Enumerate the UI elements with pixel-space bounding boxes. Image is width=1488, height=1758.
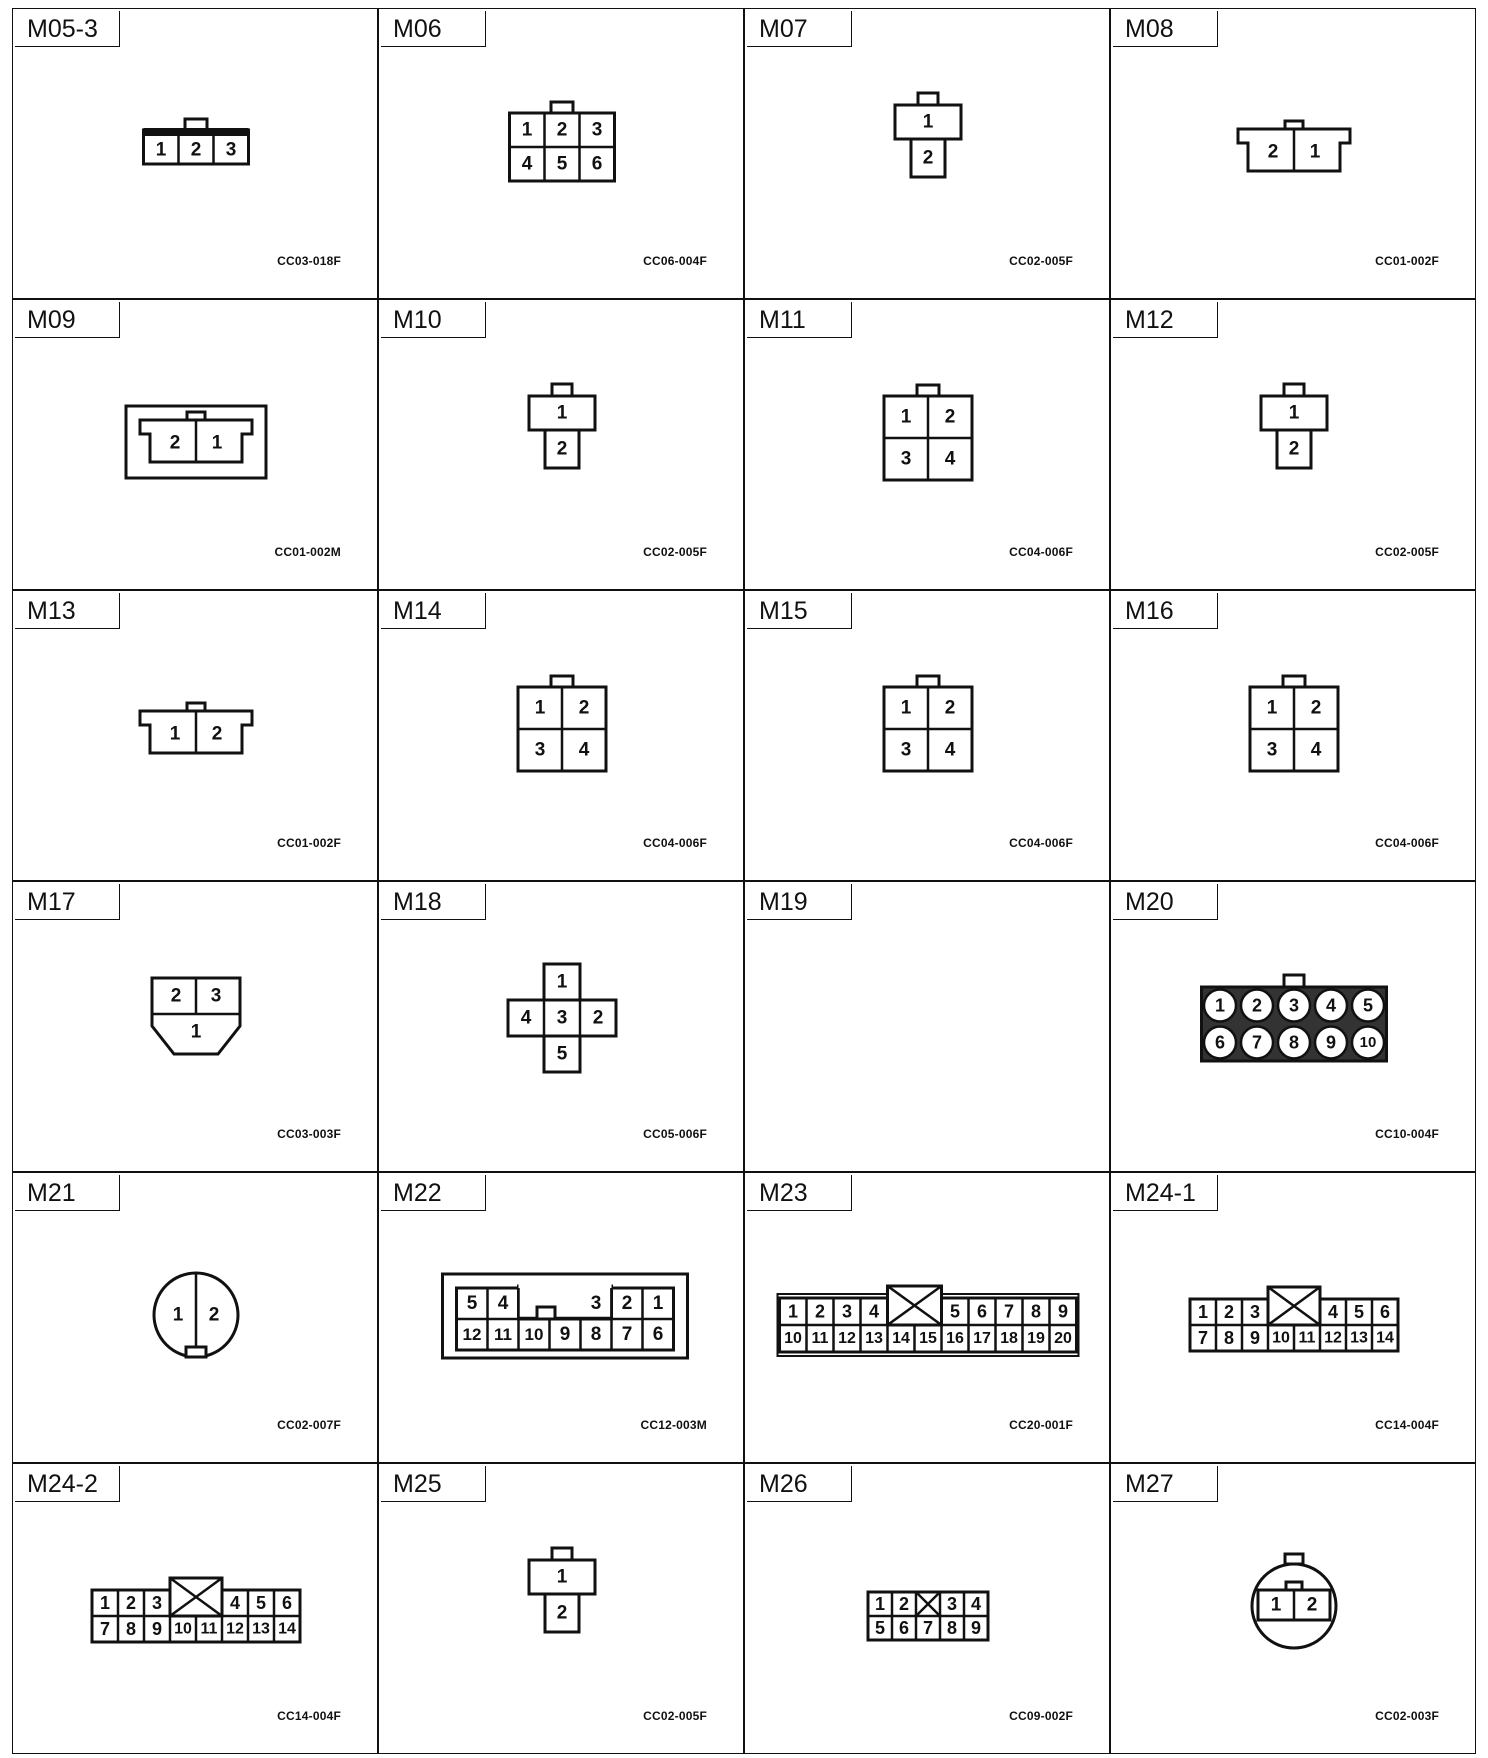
connector-cell (744, 1463, 1110, 1754)
pin-number: 3 (151, 1593, 163, 1613)
connector-code: CC09-002F (1009, 1709, 1073, 1723)
connector-label: M18 (381, 884, 486, 920)
pin-number: 2 (944, 406, 956, 428)
connector-label: M15 (747, 593, 852, 629)
pin-number: 9 (970, 1618, 982, 1638)
pin-number: 3 (900, 448, 912, 470)
latch-tab (187, 412, 205, 420)
pin-number: 9 (1249, 1328, 1261, 1348)
pin-number: 3 (841, 1301, 853, 1322)
pin-number: 2 (898, 1594, 910, 1614)
pin-number: 13 (865, 1330, 883, 1347)
connector-code: CC04-006F (1009, 545, 1073, 559)
connector-diagram (379, 591, 744, 881)
pin-number: 5 (255, 1593, 267, 1613)
pin-number: 1 (556, 971, 568, 993)
pin-number: 2 (621, 1293, 633, 1314)
pin-number: 1 (1197, 1302, 1209, 1322)
pin-number: 3 (225, 139, 237, 161)
pin-number: 2 (208, 1304, 220, 1326)
connector-code: CC14-004F (1375, 1418, 1439, 1432)
pin-number: 20 (1054, 1330, 1072, 1347)
connector-diagram (13, 9, 378, 299)
pin-number: 17 (973, 1330, 991, 1347)
pin-number: 4 (578, 739, 590, 761)
connector-code: CC01-002F (277, 836, 341, 850)
pin-number: 1 (1266, 697, 1278, 719)
connector-diagram (745, 1173, 1110, 1463)
latch-tab (1286, 1582, 1302, 1590)
pin-number: 2 (556, 1602, 568, 1624)
pin-number: 1 (521, 119, 533, 141)
connector-diagram (1111, 300, 1476, 590)
connector-label: M20 (1113, 884, 1218, 920)
pin-number: 5 (466, 1293, 478, 1314)
connector-diagram (745, 9, 1110, 299)
connector-label: M08 (1113, 11, 1218, 47)
pin-number: 1 (900, 697, 912, 719)
pin-number: 1 (1270, 1594, 1282, 1616)
connector-cell (12, 299, 378, 590)
pin-number: 2 (1223, 1302, 1235, 1322)
connector-label: M21 (15, 1175, 120, 1211)
pin-number: 8 (1030, 1301, 1042, 1322)
pin-number: 2 (125, 1593, 137, 1613)
pin-number: 3 (591, 119, 603, 141)
connector-label: M06 (381, 11, 486, 47)
connector-cell (744, 1172, 1110, 1463)
connector-cell (12, 1172, 378, 1463)
connector-label: M05-3 (15, 11, 120, 47)
connector-cell (12, 1463, 378, 1754)
pin-number: 9 (1057, 1301, 1069, 1322)
pin-number: 13 (1350, 1329, 1368, 1347)
connector-label: M23 (747, 1175, 852, 1211)
latch-tab (552, 384, 572, 396)
connector-cell (1110, 299, 1476, 590)
latch-tab (552, 1548, 572, 1560)
pin-number: 1 (211, 432, 223, 454)
connector-diagram (379, 1173, 744, 1463)
pin-number: 3 (1288, 995, 1300, 1016)
connector-cell (1110, 8, 1476, 299)
connector-code: CC02-005F (643, 1709, 707, 1723)
latch-tab (918, 93, 938, 105)
pin-number: 8 (590, 1324, 602, 1345)
pin-number: 1 (172, 1304, 184, 1326)
pin-number: 7 (621, 1324, 633, 1345)
connector-code: CC06-004F (643, 254, 707, 268)
latch-tab (186, 1347, 206, 1357)
pin-number: 14 (892, 1330, 910, 1347)
pin-number: 5 (1362, 995, 1374, 1016)
pin-number: 2 (190, 139, 202, 161)
connector-cell (1110, 1463, 1476, 1754)
pin-number: 2 (922, 147, 934, 169)
pin-number: 1 (900, 406, 912, 428)
pin-number: 4 (520, 1007, 532, 1029)
connector-code: CC04-006F (643, 836, 707, 850)
latch-tab (1285, 1554, 1303, 1564)
connector-diagram (13, 882, 378, 1172)
pin-number: 1 (169, 723, 181, 745)
connector-diagram (1111, 9, 1476, 299)
pin-number: 7 (922, 1618, 934, 1638)
pin-number: 13 (252, 1620, 270, 1638)
pin-number: 10 (1359, 1034, 1377, 1051)
latch-tab (537, 1307, 555, 1319)
connector-diagram (13, 1464, 378, 1754)
connector-diagram (379, 882, 744, 1172)
pin-number: 3 (946, 1594, 958, 1614)
pin-number: 7 (1003, 1301, 1015, 1322)
connector-label: M16 (1113, 593, 1218, 629)
pin-number: 4 (1325, 995, 1337, 1016)
connector-label: M13 (15, 593, 120, 629)
connector-code: CC02-005F (1375, 545, 1439, 559)
connector-cell (1110, 590, 1476, 881)
pin-number: 2 (1306, 1594, 1318, 1616)
connector-label: M24-2 (15, 1466, 120, 1502)
latch-tab (1284, 384, 1304, 396)
pin-number: 1 (1309, 141, 1321, 163)
connector-cell (744, 590, 1110, 881)
pin-number: 2 (170, 985, 182, 1007)
pin-number: 3 (1266, 739, 1278, 761)
pin-number: 2 (169, 432, 181, 454)
pin-number: 2 (1310, 697, 1322, 719)
connector-diagram (1111, 591, 1476, 881)
pin-number: 15 (919, 1330, 937, 1347)
pin-number: 4 (521, 153, 533, 175)
connector-cell (378, 1463, 744, 1754)
pin-number: 12 (1324, 1329, 1342, 1347)
connector-cell (378, 8, 744, 299)
pin-number: 6 (591, 153, 603, 175)
latch-tab (551, 676, 573, 687)
pin-number: 2 (1251, 995, 1263, 1016)
pin-number: 4 (229, 1593, 241, 1613)
pin-number: 3 (210, 985, 222, 1007)
pin-number: 18 (1000, 1330, 1018, 1347)
connector-cell (1110, 881, 1476, 1172)
pin-number: 10 (524, 1325, 544, 1344)
pin-number: 11 (494, 1325, 512, 1344)
latch-tab (1284, 975, 1304, 987)
pin-number: 16 (946, 1330, 964, 1347)
pin-number: 6 (1214, 1032, 1226, 1053)
connector-cell (744, 881, 1110, 1172)
connector-diagram (13, 1173, 378, 1463)
pin-number: 6 (652, 1324, 664, 1345)
pin-number: 6 (281, 1593, 293, 1613)
pin-number: 19 (1027, 1330, 1045, 1347)
pin-number: 7 (1251, 1032, 1263, 1053)
pin-number: 1 (155, 139, 167, 161)
pin-number: 10 (174, 1620, 192, 1638)
pin-number: 9 (1325, 1032, 1337, 1053)
pin-number: 5 (949, 1301, 961, 1322)
pin-number: 3 (534, 739, 546, 761)
pin-number: 11 (200, 1620, 218, 1638)
connector-label: M22 (381, 1175, 486, 1211)
connector-diagram (745, 1464, 1110, 1754)
connector-code: CC05-006F (643, 1127, 707, 1141)
pin-number: 2 (578, 697, 590, 719)
pin-number: 1 (556, 1566, 568, 1588)
connector-code: CC10-004F (1375, 1127, 1439, 1141)
connector-label: M09 (15, 302, 120, 338)
pin-number: 1 (652, 1293, 664, 1314)
pin-number: 8 (1223, 1328, 1235, 1348)
pin-number: 8 (1288, 1032, 1300, 1053)
connector-diagram (745, 300, 1110, 590)
latch-tab (917, 385, 939, 396)
connector-code: CC02-003F (1375, 1709, 1439, 1723)
pin-number: 3 (1249, 1302, 1261, 1322)
connector-label: M17 (15, 884, 120, 920)
connector-code: CC04-006F (1009, 836, 1073, 850)
latch-tab (1285, 121, 1303, 129)
connector-label: M19 (747, 884, 852, 920)
pin-number: 8 (125, 1619, 137, 1639)
connector-cell (1110, 1172, 1476, 1463)
connector-code: CC02-005F (1009, 254, 1073, 268)
lock-bar (144, 128, 249, 136)
connector-label: M25 (381, 1466, 486, 1502)
connector-code: CC12-003M (640, 1418, 707, 1432)
connector-diagram (1111, 1173, 1476, 1463)
connector-code: CC03-003F (277, 1127, 341, 1141)
pin-number: 5 (874, 1618, 886, 1638)
connector-diagram (745, 882, 1110, 1172)
latch-tab (917, 676, 939, 687)
connector-label: M10 (381, 302, 486, 338)
connector-code: CC01-002F (1375, 254, 1439, 268)
connector-code: CC04-006F (1375, 836, 1439, 850)
connector-label: M26 (747, 1466, 852, 1502)
pin-number: 4 (944, 448, 956, 470)
pin-number: 14 (1376, 1329, 1394, 1347)
pin-number: 3 (590, 1293, 602, 1314)
pin-number: 12 (838, 1330, 856, 1347)
connector-cell (378, 1172, 744, 1463)
pin-number: 5 (556, 153, 568, 175)
connector-code: CC02-007F (277, 1418, 341, 1432)
connector-diagram (1111, 882, 1476, 1172)
pin-number: 5 (556, 1043, 568, 1065)
pin-number: 2 (556, 119, 568, 141)
connector-cell (378, 299, 744, 590)
pin-number: 4 (1310, 739, 1322, 761)
connector-cell (12, 881, 378, 1172)
pin-number: 1 (534, 697, 546, 719)
connector-label: M27 (1113, 1466, 1218, 1502)
connector-grid (12, 8, 1476, 1753)
connector-diagram (379, 300, 744, 590)
pin-number: 7 (1197, 1328, 1209, 1348)
latch-tab (551, 102, 573, 113)
pin-number: 2 (592, 1007, 604, 1029)
pin-number: 4 (1327, 1302, 1339, 1322)
pin-number: 1 (190, 1021, 202, 1043)
pin-number: 3 (900, 739, 912, 761)
pin-number: 9 (559, 1324, 571, 1345)
connector-cell (12, 8, 378, 299)
pin-number: 10 (1272, 1329, 1290, 1347)
connector-cell (378, 881, 744, 1172)
pin-number: 7 (99, 1619, 111, 1639)
pin-number: 9 (151, 1619, 163, 1639)
pin-number: 6 (1379, 1302, 1391, 1322)
pin-number: 6 (976, 1301, 988, 1322)
latch-tab (187, 703, 205, 711)
pin-number: 2 (814, 1301, 826, 1322)
pin-number: 4 (497, 1293, 509, 1314)
connector-diagram (1111, 1464, 1476, 1754)
connector-cell (744, 8, 1110, 299)
pin-number: 2 (1267, 141, 1279, 163)
pin-number: 5 (1353, 1302, 1365, 1322)
pin-number: 11 (1298, 1329, 1316, 1347)
pin-number: 2 (1288, 438, 1300, 460)
pin-number: 14 (278, 1620, 296, 1638)
connector-code: CC02-005F (643, 545, 707, 559)
connector-code: CC01-002M (274, 545, 341, 559)
connector-diagram (745, 591, 1110, 881)
connector-cell (378, 590, 744, 881)
latch-tab (1283, 676, 1305, 687)
pin-number: 6 (898, 1618, 910, 1638)
pin-number: 1 (874, 1594, 886, 1614)
pin-number: 4 (944, 739, 956, 761)
pin-number: 1 (99, 1593, 111, 1613)
pin-number: 3 (556, 1007, 568, 1029)
pin-number: 4 (868, 1301, 880, 1322)
pin-number: 1 (787, 1301, 799, 1322)
connector-cell (12, 590, 378, 881)
pin-number: 1 (1288, 402, 1300, 424)
connector-label: M11 (747, 302, 852, 338)
connector-label: M12 (1113, 302, 1218, 338)
connector-label: M14 (381, 593, 486, 629)
connector-diagram (13, 591, 378, 881)
pin-number: 12 (462, 1325, 482, 1344)
connector-label: M07 (747, 11, 852, 47)
connector-code: CC14-004F (277, 1709, 341, 1723)
connector-cell (744, 299, 1110, 590)
connector-code: CC03-018F (277, 254, 341, 268)
pin-number: 10 (784, 1330, 802, 1347)
pin-number: 2 (556, 438, 568, 460)
pin-number: 8 (946, 1618, 958, 1638)
pin-number: 2 (211, 723, 223, 745)
connector-diagram (13, 300, 378, 590)
pin-number: 4 (970, 1594, 982, 1614)
connector-diagram (379, 9, 744, 299)
pin-number: 1 (556, 402, 568, 424)
pin-number: 2 (944, 697, 956, 719)
pin-number: 1 (1214, 995, 1226, 1016)
pin-number: 12 (226, 1620, 244, 1638)
connector-code: CC20-001F (1009, 1418, 1073, 1432)
connector-label: M24-1 (1113, 1175, 1218, 1211)
pin-number: 1 (922, 111, 934, 133)
connector-diagram (379, 1464, 744, 1754)
pin-number: 11 (811, 1330, 829, 1347)
